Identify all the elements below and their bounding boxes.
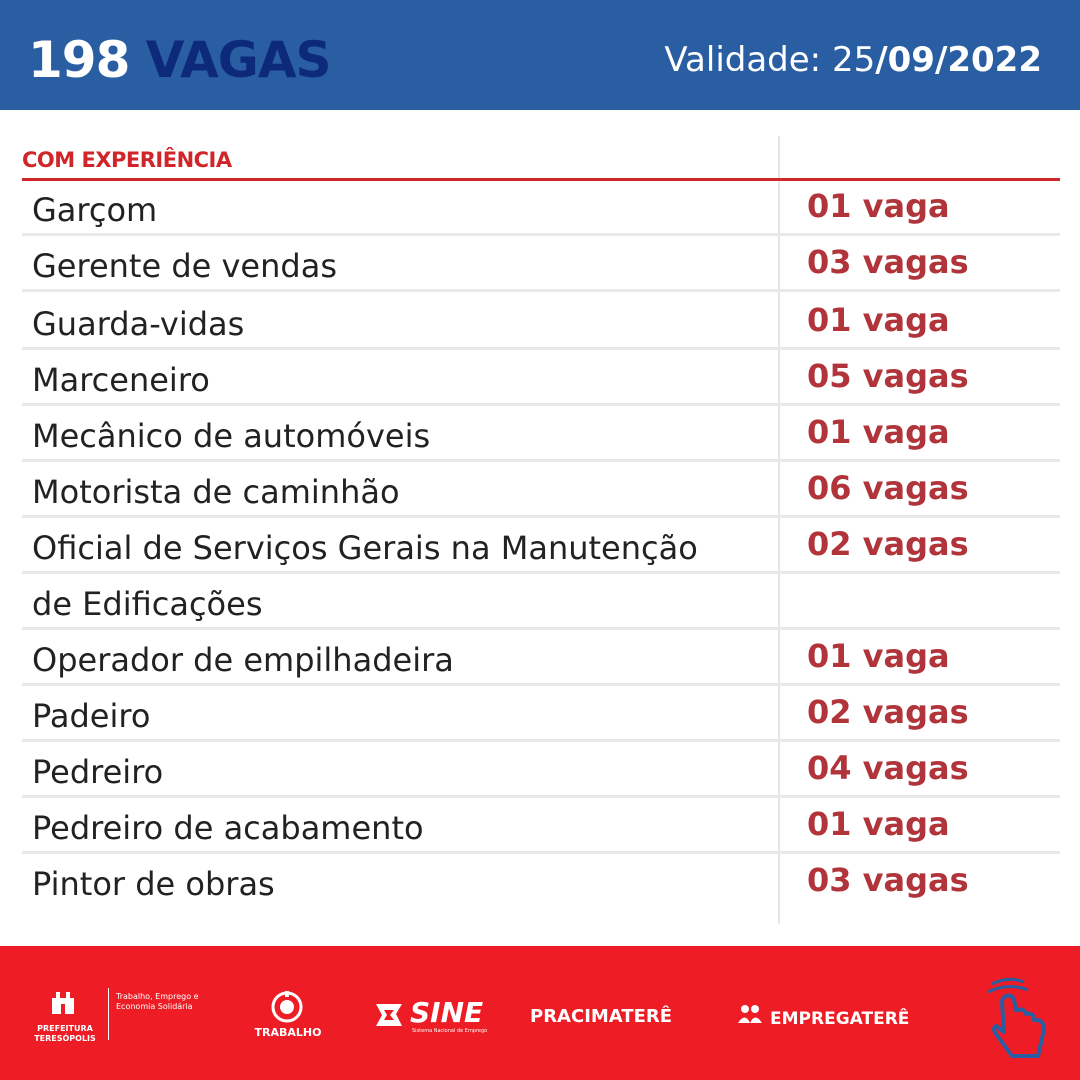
vacancy-quantity: 03 vagas — [807, 861, 969, 899]
sine-subtitle: Sistema Nacional de Emprego — [412, 1028, 488, 1034]
vacancy-quantity: 03 vagas — [807, 243, 969, 281]
table-row — [22, 180, 1060, 236]
job-title: Padeiro — [32, 697, 151, 735]
vacancy-quantity: 04 vagas — [807, 749, 969, 787]
table-row — [22, 854, 1060, 910]
job-title: Pedreiro — [32, 753, 164, 791]
people-icon — [736, 1004, 764, 1029]
city-crest-icon — [48, 988, 78, 1018]
vacancy-quantity: 01 vaga — [807, 637, 950, 675]
job-title: Gerente de vendas — [32, 247, 337, 285]
header-banner — [0, 0, 1080, 110]
job-title: Garçom — [32, 191, 158, 229]
vacancy-quantity: 01 vaga — [807, 805, 950, 843]
teresopolis-logo — [30, 986, 210, 1046]
vacancy-count-number: 198 — [28, 31, 130, 89]
row-divider — [22, 289, 1060, 292]
table-row — [22, 742, 1060, 798]
table-row — [22, 406, 1060, 462]
vacancy-quantity: 01 vaga — [807, 187, 950, 225]
sine-logo — [372, 998, 492, 1038]
table-row — [22, 574, 1060, 630]
empregatere-label: EMPREGATERÊ — [770, 1009, 910, 1029]
table-row — [22, 630, 1060, 686]
job-title: de Edificações — [32, 585, 263, 623]
vacancy-count-word: VAGAS — [145, 31, 331, 89]
validity-date-bold: /09/2022 — [875, 40, 1042, 80]
table-row — [22, 462, 1060, 518]
table-row — [22, 236, 1060, 292]
vacancy-quantity: 06 vagas — [807, 469, 969, 507]
sine-logo-icon — [372, 998, 406, 1032]
vacancy-quantity: 02 vagas — [807, 693, 969, 731]
logo-separator — [108, 988, 109, 1040]
vacancy-quantity: 02 vagas — [807, 525, 969, 563]
vacancy-count — [28, 30, 331, 90]
pracimatere-logo: PRACIMATERÊ — [530, 1006, 673, 1027]
section-title: COM EXPERIÊNCIA — [22, 148, 232, 172]
teresopolis-dept-label: Trabalho, Emprego e Economia Solidária — [116, 992, 199, 1011]
state-seal-icon — [270, 990, 304, 1024]
job-title: Oficial de Serviços Gerais na Manutenção — [32, 529, 698, 567]
trabalho-logo — [248, 990, 328, 1042]
table-row — [22, 350, 1060, 406]
job-title: Pedreiro de acabamento — [32, 809, 424, 847]
vacancy-quantity: 01 vaga — [807, 413, 950, 451]
table-row — [22, 798, 1060, 854]
job-title: Mecânico de automóveis — [32, 417, 431, 455]
pointing-hand-icon — [978, 972, 1050, 1062]
empregatere-logo — [736, 1004, 909, 1029]
job-title: Pintor de obras — [32, 865, 275, 903]
validity-label: Validade: 25 — [664, 40, 876, 80]
table-row — [22, 686, 1060, 742]
job-title: Marceneiro — [32, 361, 210, 399]
footer-banner — [0, 946, 1080, 1080]
job-title: Motorista de caminhão — [32, 473, 400, 511]
table-row — [22, 294, 1060, 350]
table-row — [22, 518, 1060, 574]
job-title: Guarda-vidas — [32, 305, 245, 343]
teresopolis-city-label: PREFEITURA TERESÓPOLIS — [34, 1024, 96, 1043]
trabalho-label: TRABALHO — [254, 1026, 322, 1039]
job-title: Operador de empilhadeira — [32, 641, 454, 679]
validity-date — [664, 38, 1042, 82]
vacancy-quantity: 05 vagas — [807, 357, 969, 395]
sine-label: SINE — [410, 996, 484, 1029]
vacancy-quantity: 01 vaga — [807, 301, 950, 339]
